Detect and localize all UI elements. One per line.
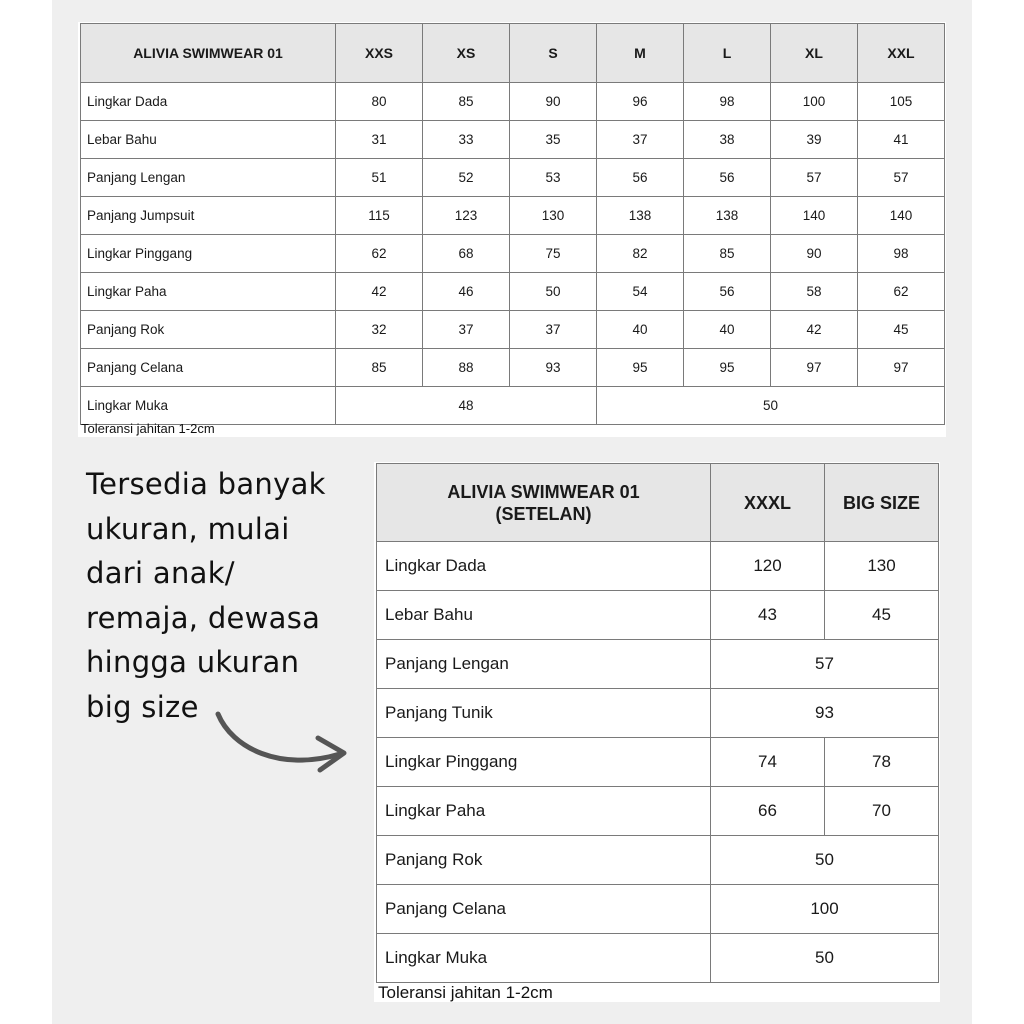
table-row bbox=[377, 885, 939, 934]
table-row bbox=[81, 311, 945, 349]
promo-line: dari anak/ bbox=[86, 556, 235, 590]
size-header: BIG SIZE bbox=[825, 464, 939, 542]
measurement-cell: 57 bbox=[711, 640, 939, 689]
size-header: L bbox=[684, 24, 771, 83]
row-label: Lingkar Muka bbox=[377, 934, 711, 983]
size-header: XXL bbox=[858, 24, 945, 83]
measurement-cell: 93 bbox=[711, 689, 939, 738]
row-label: Lingkar Dada bbox=[81, 83, 336, 121]
table-row bbox=[81, 349, 945, 387]
table-row bbox=[377, 591, 939, 640]
promo-line: Tersedia banyak bbox=[86, 467, 326, 501]
promo-line: remaja, dewasa bbox=[86, 600, 321, 635]
measurement-cell: 90 bbox=[771, 235, 858, 273]
measurement-cell: 100 bbox=[711, 885, 939, 934]
measurement-cell: 74 bbox=[711, 738, 825, 787]
measurement-cell: 42 bbox=[336, 273, 423, 311]
size-header: S bbox=[510, 24, 597, 83]
measurement-cell: 98 bbox=[858, 235, 945, 273]
measurement-cell: 85 bbox=[423, 83, 510, 121]
measurement-cell: 40 bbox=[684, 311, 771, 349]
row-label: Panjang Tunik bbox=[377, 689, 711, 738]
row-label: Lingkar Pinggang bbox=[81, 235, 336, 273]
measurement-cell: 138 bbox=[684, 197, 771, 235]
table-row bbox=[81, 197, 945, 235]
measurement-cell: 50 bbox=[510, 273, 597, 311]
measurement-cell: 98 bbox=[684, 83, 771, 121]
row-label: Panjang Lengan bbox=[81, 159, 336, 197]
row-label: Panjang Jumpsuit bbox=[81, 197, 336, 235]
table1-note: Toleransi jahitan 1-2cm bbox=[81, 421, 215, 436]
measurement-cell: 140 bbox=[771, 197, 858, 235]
size-header: XXXL bbox=[711, 464, 825, 542]
curved-arrow-icon bbox=[210, 700, 355, 780]
measurement-cell: 57 bbox=[771, 159, 858, 197]
measurement-cell: 37 bbox=[423, 311, 510, 349]
measurement-cell: 57 bbox=[858, 159, 945, 197]
measurement-cell: 42 bbox=[771, 311, 858, 349]
measurement-cell: 31 bbox=[336, 121, 423, 159]
measurement-cell: 85 bbox=[684, 235, 771, 273]
table-row bbox=[81, 83, 945, 121]
row-label: Lingkar Paha bbox=[377, 787, 711, 836]
measurement-cell: 56 bbox=[684, 159, 771, 197]
measurement-cell: 85 bbox=[336, 349, 423, 387]
promo-line: ukuran, mulai bbox=[86, 511, 290, 546]
row-label: Lingkar Dada bbox=[377, 542, 711, 591]
size-header: M bbox=[597, 24, 684, 83]
table1-header-row bbox=[81, 24, 945, 83]
measurement-cell: 130 bbox=[510, 197, 597, 235]
measurement-cell: 50 bbox=[711, 934, 939, 983]
promo-text bbox=[86, 462, 366, 729]
row-label: Panjang Celana bbox=[81, 349, 336, 387]
table1-title: ALIVIA SWIMWEAR 01 bbox=[81, 24, 336, 83]
table-row bbox=[377, 640, 939, 689]
promo-line: big size bbox=[86, 689, 199, 724]
size-header: XL bbox=[771, 24, 858, 83]
measurement-cell: 75 bbox=[510, 235, 597, 273]
measurement-cell: 54 bbox=[597, 273, 684, 311]
table-row bbox=[81, 273, 945, 311]
measurement-cell: 37 bbox=[510, 311, 597, 349]
measurement-cell: 40 bbox=[597, 311, 684, 349]
row-label: Panjang Rok bbox=[377, 836, 711, 885]
measurement-cell: 52 bbox=[423, 159, 510, 197]
measurement-cell: 95 bbox=[684, 349, 771, 387]
measurement-cell: 50 bbox=[711, 836, 939, 885]
table2-title-line2: (SETELAN) bbox=[495, 503, 592, 524]
promo-line: hingga ukuran bbox=[86, 645, 300, 679]
table-row bbox=[81, 235, 945, 273]
measurement-cell: 130 bbox=[825, 542, 939, 591]
measurement-cell: 50 bbox=[597, 387, 945, 425]
measurement-cell: 46 bbox=[423, 273, 510, 311]
table-row bbox=[377, 836, 939, 885]
measurement-cell: 43 bbox=[711, 591, 825, 640]
table2-title bbox=[377, 464, 711, 542]
size-header: XS bbox=[423, 24, 510, 83]
measurement-cell: 33 bbox=[423, 121, 510, 159]
measurement-cell: 35 bbox=[510, 121, 597, 159]
size-header: XXS bbox=[336, 24, 423, 83]
measurement-cell: 53 bbox=[510, 159, 597, 197]
row-label: Lingkar Pinggang bbox=[377, 738, 711, 787]
measurement-cell: 123 bbox=[423, 197, 510, 235]
measurement-cell: 48 bbox=[336, 387, 597, 425]
row-label: Panjang Lengan bbox=[377, 640, 711, 689]
table-row bbox=[81, 387, 945, 425]
measurement-cell: 90 bbox=[510, 83, 597, 121]
measurement-cell: 62 bbox=[336, 235, 423, 273]
measurement-cell: 95 bbox=[597, 349, 684, 387]
table-row bbox=[81, 121, 945, 159]
measurement-cell: 138 bbox=[597, 197, 684, 235]
row-label: Lingkar Muka bbox=[81, 387, 336, 425]
measurement-cell: 41 bbox=[858, 121, 945, 159]
table2-header-row bbox=[377, 464, 939, 542]
table-row bbox=[377, 738, 939, 787]
table-row bbox=[81, 159, 945, 197]
row-label: Panjang Celana bbox=[377, 885, 711, 934]
row-label: Lebar Bahu bbox=[81, 121, 336, 159]
measurement-cell: 93 bbox=[510, 349, 597, 387]
measurement-cell: 100 bbox=[771, 83, 858, 121]
measurement-cell: 140 bbox=[858, 197, 945, 235]
table-row bbox=[377, 689, 939, 738]
measurement-cell: 38 bbox=[684, 121, 771, 159]
measurement-cell: 97 bbox=[771, 349, 858, 387]
measurement-cell: 68 bbox=[423, 235, 510, 273]
measurement-cell: 39 bbox=[771, 121, 858, 159]
measurement-cell: 115 bbox=[336, 197, 423, 235]
measurement-cell: 45 bbox=[825, 591, 939, 640]
measurement-cell: 32 bbox=[336, 311, 423, 349]
row-label: Panjang Rok bbox=[81, 311, 336, 349]
measurement-cell: 56 bbox=[597, 159, 684, 197]
measurement-cell: 88 bbox=[423, 349, 510, 387]
measurement-cell: 78 bbox=[825, 738, 939, 787]
measurement-cell: 105 bbox=[858, 83, 945, 121]
table-row bbox=[377, 934, 939, 983]
table2-note: Toleransi jahitan 1-2cm bbox=[378, 983, 553, 1002]
table-row bbox=[377, 787, 939, 836]
table-row bbox=[377, 542, 939, 591]
measurement-cell: 82 bbox=[597, 235, 684, 273]
row-label: Lingkar Paha bbox=[81, 273, 336, 311]
measurement-cell: 56 bbox=[684, 273, 771, 311]
measurement-cell: 51 bbox=[336, 159, 423, 197]
measurement-cell: 58 bbox=[771, 273, 858, 311]
measurement-cell: 97 bbox=[858, 349, 945, 387]
measurement-cell: 96 bbox=[597, 83, 684, 121]
size-chart-table-1 bbox=[80, 23, 945, 425]
measurement-cell: 66 bbox=[711, 787, 825, 836]
measurement-cell: 62 bbox=[858, 273, 945, 311]
measurement-cell: 70 bbox=[825, 787, 939, 836]
measurement-cell: 37 bbox=[597, 121, 684, 159]
size-chart-table-2 bbox=[376, 463, 939, 983]
measurement-cell: 80 bbox=[336, 83, 423, 121]
table2-title-line1: ALIVIA SWIMWEAR 01 bbox=[447, 481, 640, 502]
row-label: Lebar Bahu bbox=[377, 591, 711, 640]
measurement-cell: 45 bbox=[858, 311, 945, 349]
measurement-cell: 120 bbox=[711, 542, 825, 591]
